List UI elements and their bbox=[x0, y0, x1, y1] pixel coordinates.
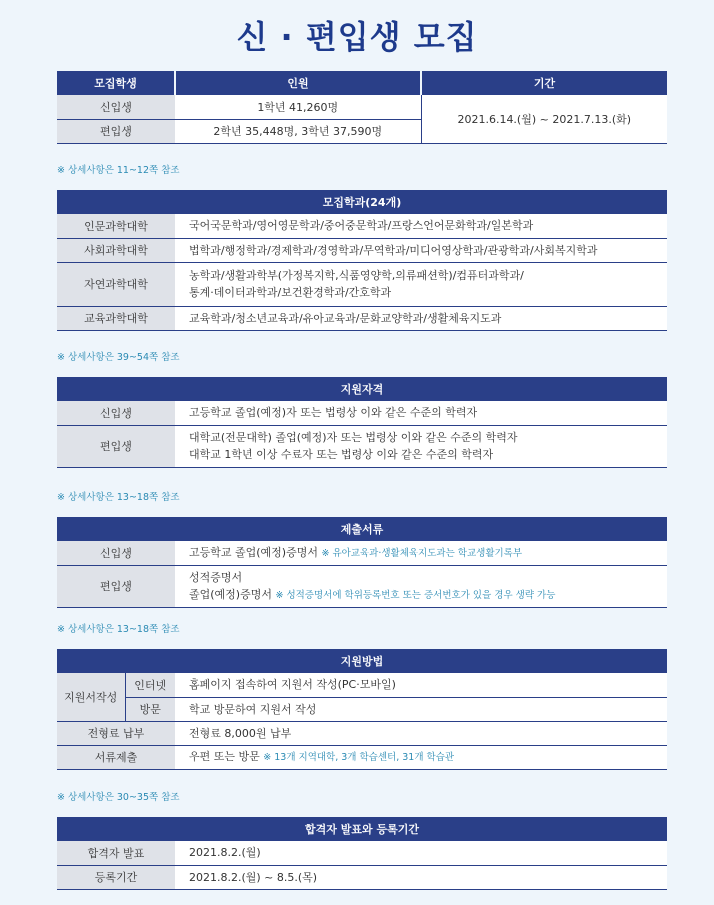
recruit-table bbox=[57, 71, 667, 144]
college-departments-line: 농학과/생활과학부(가정복지학,식품영양학,의류패션학)/컴퓨터과학과/ bbox=[189, 269, 524, 282]
method-visit-value: 학교 방문하여 지원서 작성 bbox=[175, 697, 667, 721]
qualification-table bbox=[57, 377, 667, 468]
transfer-qualification bbox=[175, 425, 667, 467]
method-internet-label: 인터넷 bbox=[125, 673, 175, 697]
method-table bbox=[57, 649, 667, 770]
submit-value bbox=[175, 745, 667, 769]
documents-header: 제출서류 bbox=[57, 517, 667, 541]
college-departments: 교육학과/청소년교육과/유아교육과/문화교양학과/생활체육지도과 bbox=[175, 306, 667, 330]
transfer-count: 2학년 35,448명, 3학년 37,590명 bbox=[175, 119, 421, 143]
submit-label: 서류제출 bbox=[57, 745, 175, 769]
row-label-transfer: 편입생 bbox=[57, 425, 175, 467]
college-departments-line: 통계·데이터과학과/보건환경학과/간호학과 bbox=[189, 286, 392, 299]
qualification-line: 대학교 1학년 이상 수료자 또는 법령상 이와 같은 수준의 학력자 bbox=[189, 448, 494, 461]
header-students: 모집학생 bbox=[57, 71, 175, 95]
freshman-qualification: 고등학교 졸업(예정)자 또는 법령상 이와 같은 수준의 학력자 bbox=[175, 401, 667, 425]
college-departments bbox=[175, 262, 667, 306]
departments-header: 모집학과(24개) bbox=[57, 190, 667, 214]
college-label: 사회과학대학 bbox=[57, 238, 175, 262]
recruit-note: ※ 상세사항은 11~12쪽 참조 bbox=[57, 165, 180, 176]
header-period: 기간 bbox=[421, 71, 667, 95]
header-count: 인원 bbox=[175, 71, 421, 95]
row-label-freshman: 신입생 bbox=[57, 541, 175, 565]
method-header: 지원방법 bbox=[57, 649, 667, 673]
announce-label: 합격자 발표 bbox=[57, 841, 175, 865]
row-label-freshman: 신입생 bbox=[57, 401, 175, 425]
document-name: 고등학교 졸업(예정)증명서 bbox=[189, 545, 318, 559]
transfer-documents bbox=[175, 565, 667, 607]
college-departments: 국어국문학과/영어영문학과/중어중문학과/프랑스언어문화학과/일본학과 bbox=[175, 214, 667, 238]
document-note: ※ 유아교육과·생활체육지도과는 학교생활기록부 bbox=[321, 547, 523, 559]
college-label: 교육과학대학 bbox=[57, 306, 175, 330]
method-visit-label: 방문 bbox=[125, 697, 175, 721]
freshman-documents bbox=[175, 541, 667, 565]
college-label: 자연과학대학 bbox=[57, 262, 175, 306]
fee-label: 전형료 납부 bbox=[57, 721, 175, 745]
apply-label: 지원서작성 bbox=[57, 673, 125, 721]
documents-note: ※ 상세사항은 13~18쪽 참조 bbox=[57, 624, 180, 635]
submit-method: 우편 또는 방문 bbox=[189, 750, 260, 763]
document-name: 성적증명서 bbox=[189, 570, 243, 584]
row-label-transfer: 편입생 bbox=[57, 565, 175, 607]
registration-label: 등록기간 bbox=[57, 865, 175, 889]
page-title: 신 · 편입생 모집 bbox=[236, 18, 478, 56]
method-note: ※ 상세사항은 30~35쪽 참조 bbox=[57, 792, 180, 803]
submit-note: ※ 13개 지역대학, 3개 학습센터, 31개 학습관 bbox=[263, 752, 455, 763]
row-label-transfer: 편입생 bbox=[57, 119, 175, 143]
fee-value: 전형료 8,000원 납부 bbox=[175, 721, 667, 745]
departments-note: ※ 상세사항은 39~54쪽 참조 bbox=[57, 352, 180, 363]
college-departments: 법학과/행정학과/경제학과/경영학과/무역학과/미디어영상학과/관광학과/사회복지학과 bbox=[175, 238, 667, 262]
departments-table bbox=[57, 190, 667, 331]
freshman-count: 1학년 41,260명 bbox=[175, 95, 421, 119]
documents-table bbox=[57, 517, 667, 608]
document-note: ※ 성적증명서에 학위등록번호 또는 증서번호가 있을 경우 생략 가능 bbox=[275, 589, 556, 601]
announce-table bbox=[57, 817, 667, 890]
announce-header: 합격자 발표와 등록기간 bbox=[57, 817, 667, 841]
row-label-freshman: 신입생 bbox=[57, 95, 175, 119]
announce-date: 2021.8.2.(월) bbox=[175, 841, 667, 865]
qualification-header: 지원자격 bbox=[57, 377, 667, 401]
document-name: 졸업(예정)증명서 bbox=[189, 587, 272, 601]
qualification-note: ※ 상세사항은 13~18쪽 참조 bbox=[57, 492, 180, 503]
qualification-line: 대학교(전문대학) 졸업(예정)자 또는 법령상 이와 같은 수준의 학력자 bbox=[189, 431, 518, 444]
college-label: 인문과학대학 bbox=[57, 214, 175, 238]
method-internet-value: 홈페이지 접속하여 지원서 작성(PC·모바일) bbox=[175, 673, 667, 697]
registration-period: 2021.8.2.(월) ~ 8.5.(목) bbox=[175, 865, 667, 889]
recruit-period: 2021.6.14.(월) ~ 2021.7.13.(화) bbox=[421, 95, 667, 143]
